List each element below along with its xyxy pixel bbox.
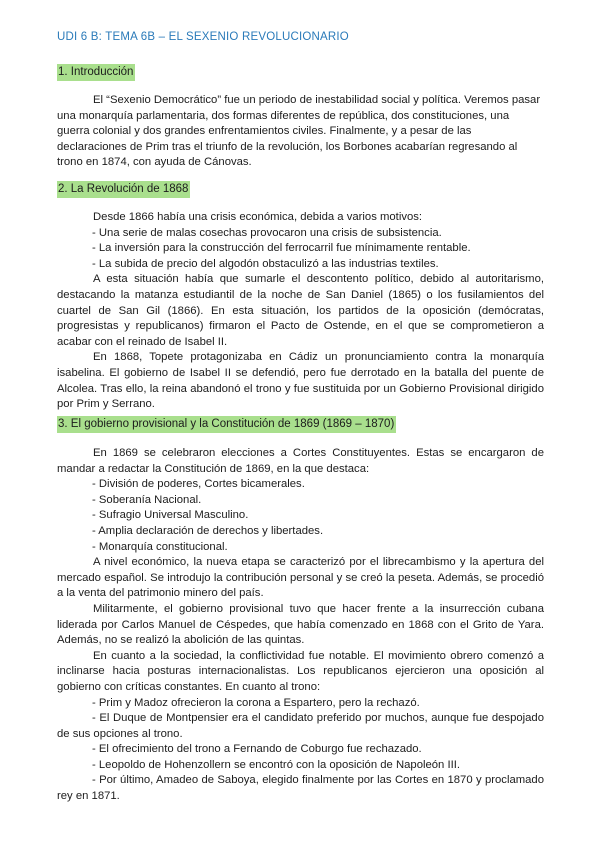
list-item: - Soberanía Nacional. <box>92 493 202 506</box>
list-item: - Prim y Madoz ofrecieron la corona a Espartero, pero la rechazó. <box>92 696 420 709</box>
section-1-body <box>57 93 544 171</box>
paragraph: Militarmente, el gobierno provisional tuvo que hacer frente a la insurrección cubana liderada por Carlos Manuel de Céspedes, que había comenzado en 1868 con el Grito de Yara. Además, no se realizó la abolición de las quintas. <box>57 602 544 647</box>
section-1-heading: 1. Introducción <box>57 64 135 81</box>
paragraph: En 1869 se celebraron elecciones a Cortes Constituyentes. Estas se encargaron de mandar a redactar la Constitución de 1869, en la que destaca: <box>57 447 544 475</box>
section-3-body <box>57 446 544 805</box>
paragraph: En cuanto a la sociedad, la conflictividad fue notable. El movimiento obrero comenzó a inclinarse hacia posturas internacionalistas. Los republicanos ejercieron una oposición al gobierno con críticas constantes. En cuanto al trono: <box>57 649 544 693</box>
paragraph: Desde 1866 había una crisis económica, debida a varios motivos: <box>93 211 423 223</box>
section-2-heading: 2. La Revolución de 1868 <box>57 181 190 198</box>
paragraph: En 1868, Topete protagonizaba en Cádiz un pronunciamiento contra la monarquía isabelina. El gobierno de Isabel II se defendió, pero fue derrotado en la batalla del puente de Alcolea. Tras ello, la reina abandonó el trono y fue sustituida por un Gobierno Provisional dirigido por Prim y Serrano. <box>57 351 544 411</box>
list-item: - División de poderes, Cortes bicamerales. <box>92 478 305 491</box>
list-item: - Leopoldo de Hohenzollern se encontró con la oposición de Napoleón III. <box>92 758 461 771</box>
paragraph: A esta situación había que sumarle el descontento político, debido al autoritarismo, destacando la matanza estudiantil de la noche de San Daniel (1865) o los fusilamientos del cuartel de San Gil (1866). En esta situación, los partidos de la oposición (demócratas, progresistas y republicanos) firmaron el Pacto de Ostende, en el que se comprometieron a acabar con el reinado de Isabel II. <box>57 273 544 348</box>
section-2-body <box>57 210 544 413</box>
list-item: - El ofrecimiento del trono a Fernando de Coburgo fue rechazado. <box>92 743 422 756</box>
list-item: - Amplia declaración de derechos y libertades. <box>92 524 324 537</box>
paragraph: A nivel económico, la nueva etapa se caracterizó por el librecambismo y la apertura del mercado español. Se introdujo la contribución personal y se creó la peseta. Además, se procedió a la venta del patrimonio minero del país. <box>57 556 544 600</box>
list-item: - Sufragio Universal Masculino. <box>92 509 249 522</box>
list-item: - Por último, Amadeo de Saboya, elegido finalmente por las Cortes en 1870 y proclamado rey en 1871. <box>57 774 544 803</box>
list-item: - Monarquía constitucional. <box>92 540 228 553</box>
paragraph: El “Sexenio Democrático” fue un periodo de inestabilidad social y política. Veremos pasar una monarquía parlamentaria, dos formas diferentes de república, dos constituciones, una guerra colonial y dos grandes enfrentamientos civiles. Finalmente, y a pesar de las declaraciones de Prim tras el triunfo de la revolución, los Borbones acabarían regresando al trono en 1874, con ayuda de Cánovas. <box>57 94 541 169</box>
section-3-heading: 3. El gobierno provisional y la Constitución de 1869 (1869 – 1870) <box>57 416 396 433</box>
list-item: - Una serie de malas cosechas provocaron una crisis de subsistencia. <box>92 226 442 239</box>
list-item: - La subida de precio del algodón obstaculizó a las industrias textiles. <box>92 257 439 270</box>
document-title: UDI 6 B: TEMA 6B – EL SEXENIO REVOLUCIONARIO <box>57 31 349 43</box>
list-item: - La inversión para la construcción del ferrocarril fue mínimamente rentable. <box>92 242 471 255</box>
list-item: - El Duque de Montpensier era el candidato preferido por muchos, aunque fue despojado de sus opciones al trono. <box>57 712 544 740</box>
